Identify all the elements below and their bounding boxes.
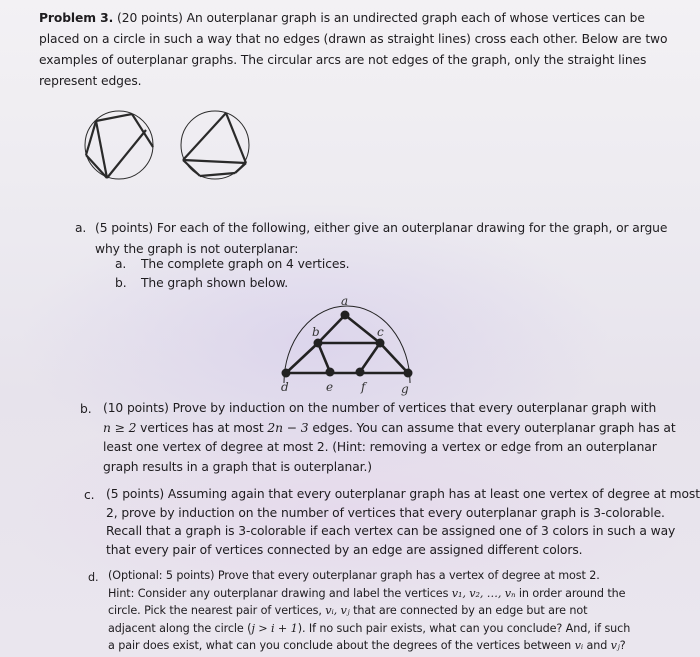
part-c-line-3: Recall that a graph is 3-colorable if each vertex can be assigned one of 3 colors in such a way	[106, 524, 676, 538]
part-d-math-vertices: v₁, v₂, …, vₙ	[451, 586, 516, 600]
vertex-label-g: g	[401, 382, 409, 396]
vertex-b	[314, 339, 323, 348]
part-c-line-2: 2, prove by induction on the number of vertices that every outerplanar graph is 3-colorable.	[106, 505, 665, 520]
part-d-line-5-end: ?	[619, 639, 626, 652]
part-d-line-2-rest: in order around the	[515, 586, 626, 600]
part-d-label: d.	[88, 571, 99, 584]
part-d-line-2: Hint: Consider any outerplanar drawing and label the vertices	[108, 586, 452, 600]
part-d-text	[108, 567, 630, 655]
part-d-line-3-rest: that are connected by an edge but are not	[349, 604, 588, 617]
vertex-label-c: c	[377, 325, 384, 339]
part-b-line-2-rest: edges. You can assume that every outerplanar graph has at	[308, 420, 676, 435]
part-d-line-1: (Optional: 5 points) Prove that every outerplanar graph has a vertex of degree at most 2.	[108, 569, 600, 582]
part-d-line-5-and: and	[583, 639, 611, 652]
part-d-math-pair: vᵢ, vⱼ	[325, 604, 350, 617]
part-b-label: b.	[80, 402, 92, 416]
vertex-c	[376, 339, 385, 348]
part-b-line-1: (10 points) Prove by induction on the number of vertices that every outerplanar graph with	[103, 401, 657, 415]
vertex-label-a: a	[341, 294, 349, 308]
vertex-d	[282, 369, 291, 378]
vertex-label-f: f	[361, 380, 366, 394]
vertex-g	[404, 369, 413, 378]
vertex-f	[356, 368, 365, 377]
part-b-line-3: least one vertex of degree at most 2. (Hint: removing a vertex or edge from an outerplanar	[103, 440, 657, 454]
part-a-graph	[281, 294, 413, 396]
vertex-e	[326, 368, 335, 377]
example-graph-1	[85, 111, 153, 179]
intro-line-3: examples of outerplanar graphs. The circular arcs are not edges of the graph, only the straight lines	[39, 53, 647, 67]
part-b-math-n: n ≥ 2	[103, 420, 137, 435]
intro-line-1: (20 points) An outerplanar graph is an undirected graph each of whose vertices can be	[113, 11, 645, 25]
part-d-math-condition: j > i + 1	[251, 621, 298, 635]
part-d-line-4: adjacent along the circle (	[108, 621, 252, 635]
part-a-label: a.	[75, 221, 87, 235]
part-c-text	[106, 485, 700, 559]
part-d-line-4-rest: ). If no such pair exists, what can you conclude? And, if such	[297, 621, 631, 635]
part-b-text	[103, 399, 676, 477]
part-b-line-2: vertices has at most	[136, 420, 268, 435]
part-a-sub-ii-label: b.	[115, 276, 127, 290]
vertex-label-d: d	[281, 380, 289, 394]
intro-line-2: placed on a circle in such a way that no edges (drawn as straight lines) cross each other. Below are two	[39, 32, 668, 46]
example-graph-2	[181, 111, 249, 179]
part-a-sub-i-text: The complete graph on 4 vertices.	[141, 257, 350, 271]
part-c-line-4: that every pair of vertices connected by an edge are assigned different colors.	[106, 542, 583, 557]
part-a-line-2: why the graph is not outerplanar:	[95, 242, 299, 256]
part-a-sub-i-label: a.	[115, 257, 127, 271]
part-d-line-3: circle. Pick the nearest pair of vertices,	[108, 604, 326, 617]
vertex-a	[341, 311, 350, 320]
part-b-line-4: graph results in a graph that is outerplanar.)	[103, 459, 372, 474]
intro-line-4: represent edges.	[39, 74, 142, 88]
part-c-line-1: (5 points) Assuming again that every outerplanar graph has at least one vertex of degree at most	[106, 487, 700, 501]
part-d-math-vj: vⱼ	[610, 639, 620, 652]
part-d-math-vi: vᵢ	[574, 639, 583, 652]
part-b-math-edges: 2n − 3	[267, 420, 309, 435]
vertex-label-b: b	[312, 325, 320, 339]
problem-intro	[39, 8, 667, 92]
part-a-sub-ii-text: The graph shown below.	[141, 276, 289, 290]
part-c-label: c.	[84, 488, 95, 502]
vertex-label-e: e	[326, 380, 334, 394]
part-a-line-1: (5 points) For each of the following, either give an outerplanar drawing for the graph, or argue	[95, 221, 668, 235]
part-d-line-5: a pair does exist, what can you conclude about the degrees of the vertices between	[108, 639, 575, 652]
problem-heading: Problem 3.	[39, 11, 114, 25]
